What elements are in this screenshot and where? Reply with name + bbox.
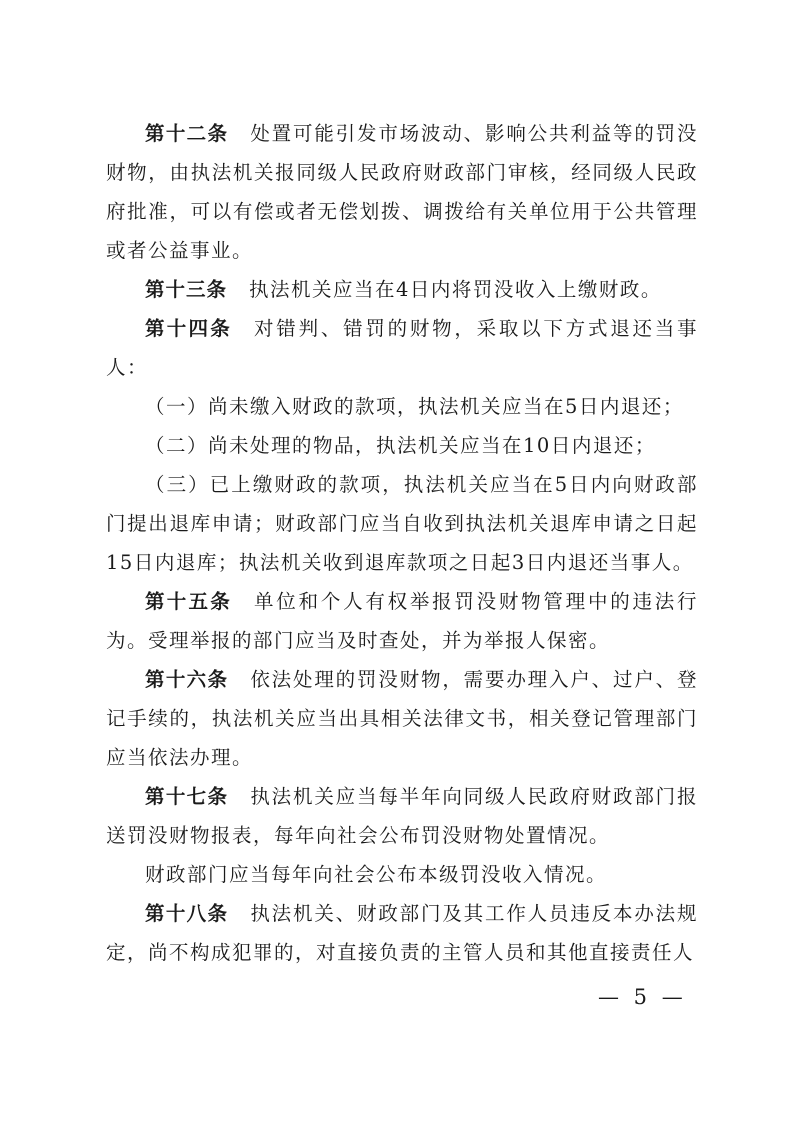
article-text: 对错判、错罚的财物，采取以下方式退还当事人： [106, 317, 698, 379]
page-number: — 5 — [598, 985, 687, 1009]
article-text: 依法处理的罚没财物，需要办理入户、过户、登记手续的，执法机关应当出具相关法律文书，相关登记管理部门应当依法办理。 [106, 668, 698, 769]
article-12 [106, 114, 698, 270]
article-18 [106, 894, 698, 972]
article-number: 第十二条 [145, 122, 229, 145]
article-text: 执法机关应当在4日内将罚没收入上缴财政。 [249, 278, 662, 301]
article-15 [106, 582, 698, 660]
article-text: 处置可能引发市场波动、影响公共利益等的罚没财物，由执法机关报同级人民政府财政部门审核，经同级人民政府批准，可以有偿或者无偿划拨、调拨给有关单位用于公共管理或者公益事业。 [106, 122, 698, 262]
article-number: 第十七条 [145, 785, 229, 808]
list-item-1: （一）尚未缴入财政的款项，执法机关应当在5日内退还； [145, 395, 684, 418]
article-text: 执法机关应当每半年向同级人民政府财政部门报送罚没财物报表，每年向社会公布罚没财物处置情况。 [106, 785, 698, 847]
article-number: 第十八条 [145, 902, 229, 925]
article-number: 第十六条 [145, 668, 229, 691]
list-item-3: （三）已上缴财政的款项，执法机关应当在5日内向财政部门提出退库申请；财政部门应当自收到执法机关退库申请之日起15日内退库；执法机关收到退库款项之日起3日内退还当事人。 [106, 473, 698, 574]
list-item-2: （二）尚未处理的物品，执法机关应当在10日内退还； [145, 434, 656, 457]
article-number: 第十五条 [145, 590, 233, 613]
article-text: 执法机关、财政部门及其工作人员违反本办法规定，尚不构成犯罪的，对直接负责的主管人员和其他直接责任人 [106, 902, 698, 964]
article-number: 第十三条 [145, 278, 228, 301]
article-16 [106, 660, 698, 777]
article-13 [106, 270, 698, 309]
article-14 [106, 309, 698, 387]
article-17 [106, 777, 698, 855]
article-text: 单位和个人有权举报罚没财物管理中的违法行为。受理举报的部门应当及时查处，并为举报人保密。 [106, 590, 698, 652]
plain-paragraph: 财政部门应当每年向社会公布本级罚没收入情况。 [145, 863, 608, 886]
article-number: 第十四条 [145, 317, 233, 340]
document-body [106, 114, 698, 972]
